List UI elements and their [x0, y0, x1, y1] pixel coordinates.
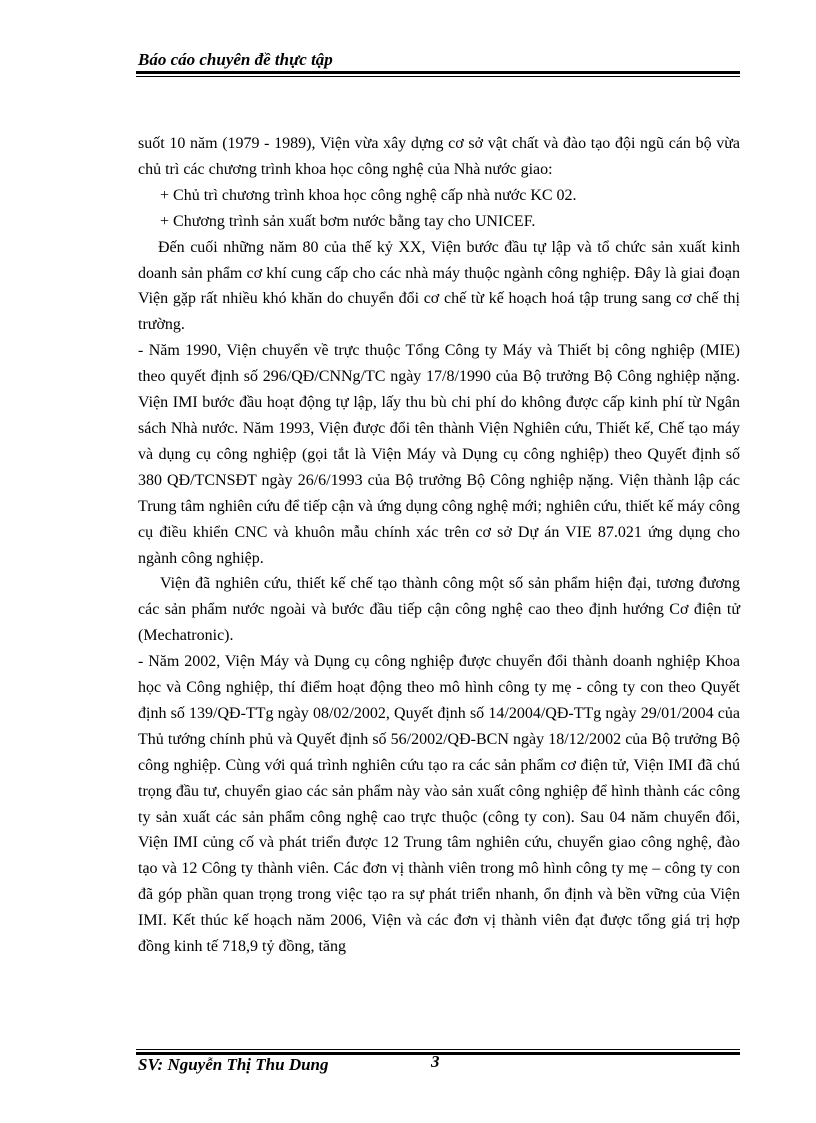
paragraph: suốt 10 năm (1979 - 1989), Viện vừa xây dựng cơ sở vật chất và đào tạo đội ngũ cán bộ vừa chủ trì các chương trình khoa học công nghệ của Nhà nước giao: [138, 135, 740, 178]
header-rule-thin [136, 76, 740, 77]
paragraph-bullet: + Chủ trì chương trình khoa học công nghệ cấp nhà nước KC 02. [160, 186, 577, 204]
paragraph-dash: - Năm 2002, Viện Máy và Dụng cụ công nghiệp được chuyển đổi thành doanh nghiệp Khoa học và Công nghiệp, thí điểm hoạt động theo mô hình công ty mẹ - công ty con theo Quyết định số 139/QĐ-TTg ngày 08/02/2002, Quyết định số 14/2004/QĐ-TTg ngày 29/01/2004 của Thủ tướng chính phủ và Quyết định số 56/2002/QĐ-BCN ngày 18/12/2002 của Bộ trưởng Bộ công nghiệp. Cùng với quá trình nghiên cứu tạo ra các sản phẩm cơ điện tử, Viện IMI đã chú trọng đầu tư, chuyển giao các sản phẩm này vào sản xuất công nghiệp để hình thành các công ty sản xuất các sản phẩm công nghệ cao trực thuộc (công ty con). Sau 04 năm chuyển đổi, Viện IMI củng cố và phát triển được 12 Trung tâm nghiên cứu, chuyển giao công nghệ, đào tạo và 12 Công ty thành viên. Các đơn vị thành viên trong mô hình công ty mẹ – công ty con đã góp phần quan trọng trong việc tạo ra sự phát triển nhanh, ổn định và bền vững của Viện IMI. Kết thúc kế hoạch năm 2006, Viện và các đơn vị thành viên đạt được tổng giá trị hợp đồng kinh tế 718,9 tỷ đồng, tăng [138, 653, 740, 956]
footer-rule-thin [136, 1049, 740, 1050]
footer-student-name: SV: Nguyễn Thị Thu Dung [138, 1055, 329, 1074]
paragraph-dash: - Năm 1990, Viện chuyển về trực thuộc Tổng Công ty Máy và Thiết bị công nghiệp (MIE) theo quyết định số 296/QĐ/CNNg/TC ngày 17/8/1990 của Bộ trưởng Bộ Công nghiệp nặng. Viện IMI bước đầu hoạt động tự lập, lấy thu bù chi phí do không được cấp kinh phí từ Ngân sách Nhà nước. Năm 1993, Viện được đổi tên thành Viện Nghiên cứu, Thiết kế, Chế tạo máy và dụng cụ công nghiệp (gọi tắt là Viện Máy và Dụng cụ công nghiệp) theo Quyết định số 380 QĐ/TCNSĐT ngày 26/6/1993 của Bộ trưởng Bộ Công nghiệp nặng. Viện thành lập các Trung tâm nghiên cứu để tiếp cận và ứng dụng công nghệ mới; nghiên cứu, thiết kế máy công cụ điều khiển CNC và khuôn mẫu chính xác trên cơ sở Dự án VIE 87.021 ứng dụng cho ngành công nghiệp. [138, 342, 740, 567]
header-rule [136, 71, 740, 74]
body-text [138, 131, 740, 960]
page-number: 3 [431, 1052, 440, 1071]
header-title: Báo cáo chuyên đề thực tập [138, 50, 333, 69]
paragraph: Viện đã nghiên cứu, thiết kế chế tạo thành công một số sản phẩm hiện đại, tương đương các sản phẩm nước ngoài và bước đầu tiếp cận công nghệ cao theo định hướng Cơ điện tử (Mechatronic). [138, 575, 740, 645]
paragraph: Đến cuối những năm 80 của thế kỷ XX, Viện bước đầu tự lập và tổ chức sản xuất kinh doanh sản phẩm cơ khí cung cấp cho các nhà máy thuộc ngành công nghiệp. Đây là giai đoạn Viện gặp rất nhiều khó khăn do chuyển đổi cơ chế từ kế hoạch hoá tập trung sang cơ chế thị trường. [138, 238, 740, 334]
paragraph-bullet: + Chương trình sản xuất bơm nước bằng tay cho UNICEF. [160, 212, 536, 230]
